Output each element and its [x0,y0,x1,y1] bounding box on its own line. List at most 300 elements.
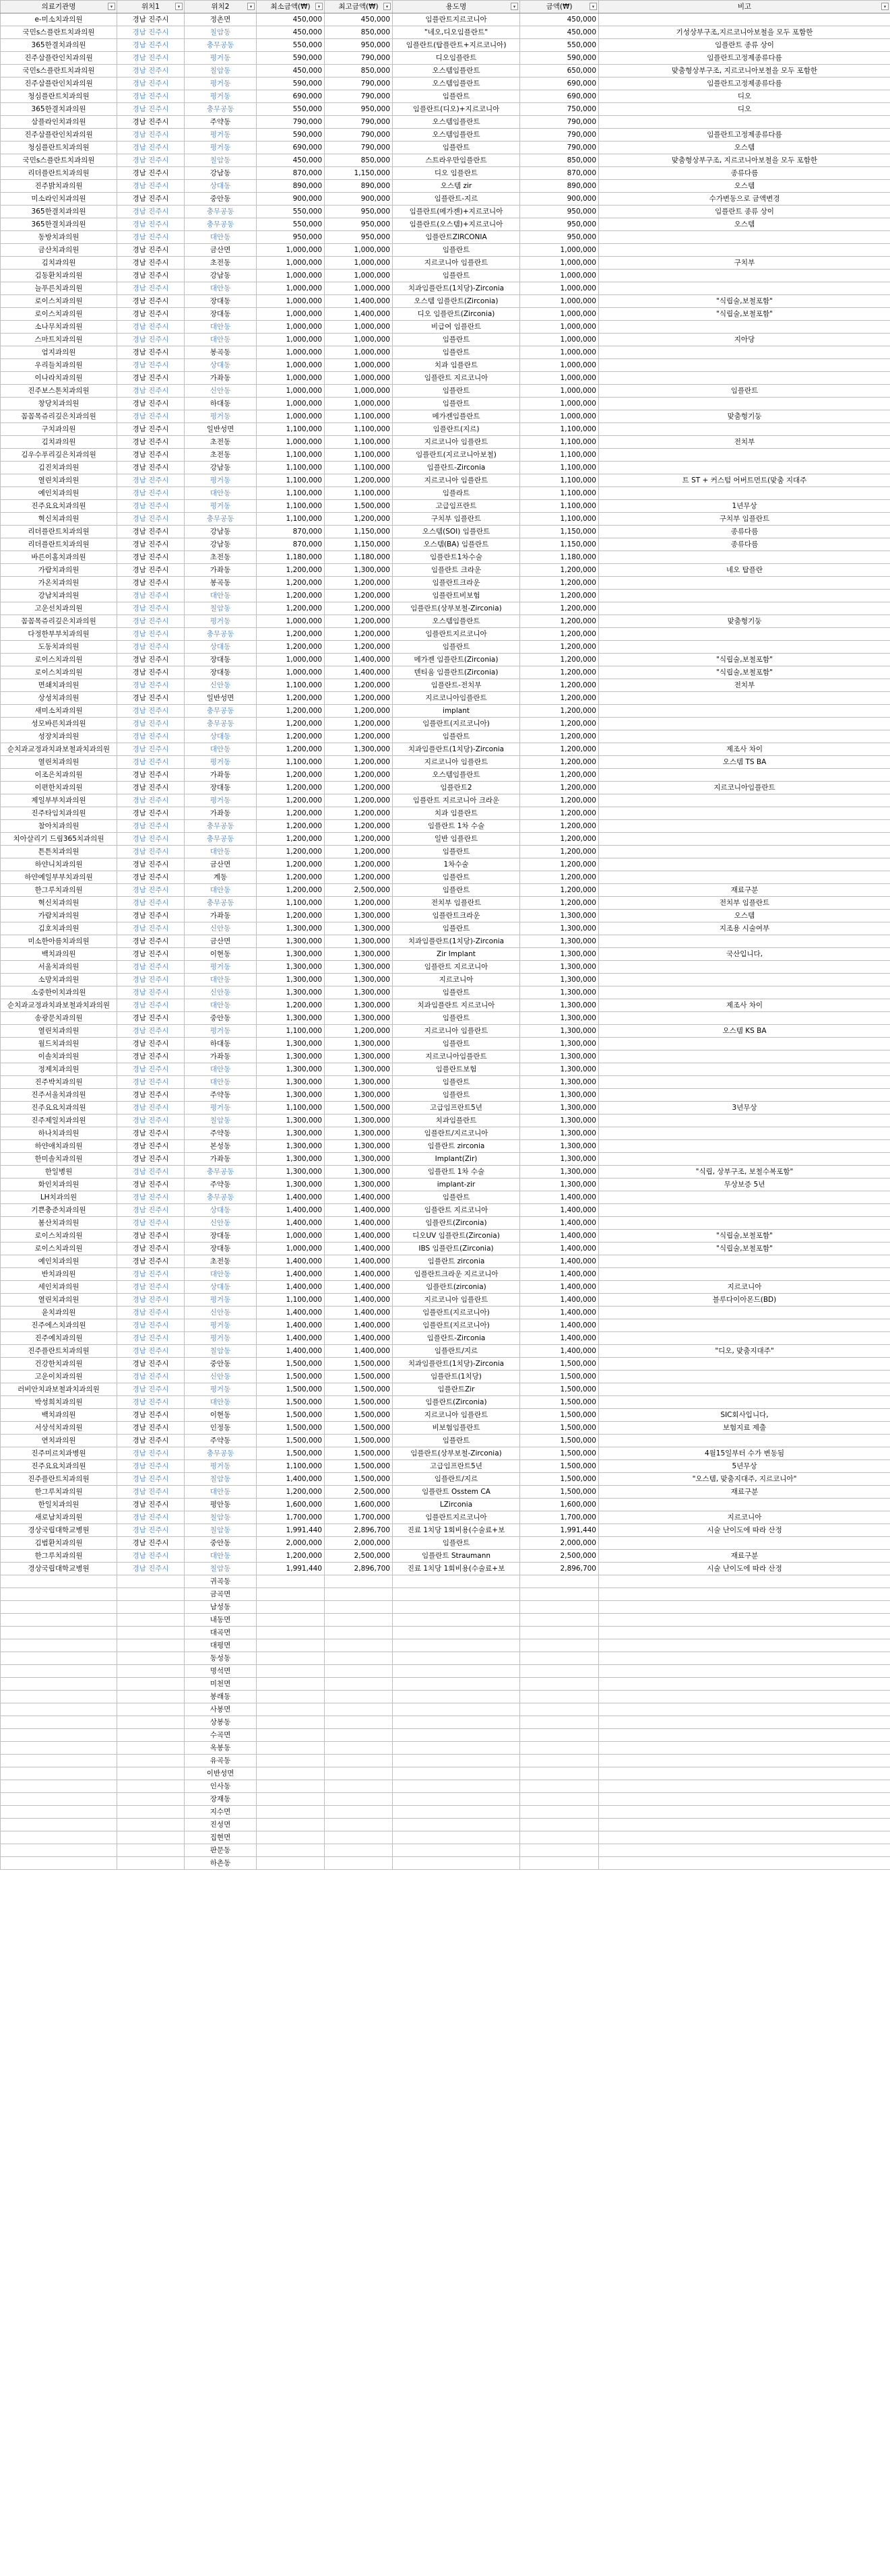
cell-location1[interactable]: 경남 진주시 [117,1268,185,1281]
cell-max-price[interactable]: 790,000 [325,90,393,103]
cell-usage[interactable]: 임플란트 [393,922,520,935]
cell-min-price[interactable]: 1,000,000 [257,1243,325,1255]
cell-remarks[interactable] [599,974,890,986]
cell-remarks[interactable] [599,833,890,846]
cell-location1[interactable] [117,1652,185,1665]
cell-min-price[interactable]: 1,300,000 [257,1038,325,1050]
cell-location2[interactable]: 주약동 [185,1127,257,1140]
cell-max-price[interactable]: 1,150,000 [325,526,393,538]
cell-remarks[interactable]: 재료구분 [599,1550,890,1563]
cell-location1[interactable]: 경남 진주시 [117,1345,185,1358]
cell-max-price[interactable]: 1,150,000 [325,167,393,180]
cell-institution[interactable]: 가람치과의원 [1,910,117,922]
cell-max-price[interactable]: 1,400,000 [325,1204,393,1217]
cell-max-price[interactable]: 1,200,000 [325,692,393,705]
cell-location1[interactable]: 경남 진주시 [117,730,185,743]
cell-min-price[interactable]: 870,000 [257,526,325,538]
cell-min-price[interactable]: 1,100,000 [257,1102,325,1114]
cell-location2[interactable]: 칠암동 [185,154,257,167]
cell-location1[interactable]: 경남 진주시 [117,244,185,257]
cell-price[interactable]: 690,000 [520,90,599,103]
cell-location1[interactable]: 경남 진주시 [117,1371,185,1383]
cell-max-price[interactable]: 1,100,000 [325,449,393,462]
cell-usage[interactable]: implant-zir [393,1179,520,1191]
cell-location1[interactable] [117,1729,185,1742]
cell-institution[interactable]: 꼼꼼목쥬리깊은치과의원 [1,615,117,628]
cell-max-price[interactable]: 790,000 [325,142,393,154]
cell-min-price[interactable]: 550,000 [257,103,325,116]
cell-min-price[interactable]: 1,200,000 [257,820,325,833]
cell-usage[interactable]: 임플란트-전치부 [393,679,520,692]
cell-max-price[interactable]: 1,500,000 [325,1460,393,1473]
cell-price[interactable]: 750,000 [520,103,599,116]
cell-price[interactable] [520,1614,599,1627]
cell-remarks[interactable] [599,462,890,474]
cell-remarks[interactable]: 지르코니아 [599,1511,890,1524]
cell-location2[interactable]: 가좌동 [185,807,257,820]
cell-price[interactable]: 1,400,000 [520,1230,599,1243]
cell-usage[interactable]: 비급여 임플란트 [393,321,520,334]
cell-price[interactable]: 1,300,000 [520,986,599,999]
cell-max-price[interactable]: 1,000,000 [325,282,393,295]
cell-institution[interactable]: 기쁜충준치과의원 [1,1204,117,1217]
cell-max-price[interactable]: 2,500,000 [325,884,393,897]
column-header-location1[interactable] [117,1,185,13]
cell-max-price[interactable] [325,1639,393,1652]
cell-max-price[interactable]: 1,300,000 [325,1153,393,1166]
cell-remarks[interactable]: 맞춤형기둥 [599,410,890,423]
cell-location2[interactable]: 주약동 [185,1179,257,1191]
cell-min-price[interactable]: 1,700,000 [257,1511,325,1524]
cell-usage[interactable]: 지르코니아 임플란트 [393,436,520,449]
cell-max-price[interactable]: 1,300,000 [325,961,393,974]
cell-institution[interactable]: 러비안치과보철과치과의원 [1,1383,117,1396]
cell-max-price[interactable] [325,1627,393,1639]
cell-remarks[interactable]: 시술 난이도에 따라 산정 [599,1524,890,1537]
cell-max-price[interactable]: 1,500,000 [325,500,393,513]
cell-location2[interactable]: 신안동 [185,1307,257,1319]
cell-institution[interactable]: 순치과교정과치과보철과치과의원 [1,999,117,1012]
cell-max-price[interactable]: 1,300,000 [325,1063,393,1076]
cell-remarks[interactable]: 오스템 [599,180,890,193]
cell-usage[interactable]: 임플란트Zir [393,1383,520,1396]
cell-price[interactable]: 1,200,000 [520,590,599,602]
cell-usage[interactable] [393,1652,520,1665]
cell-remarks[interactable] [599,1012,890,1025]
cell-price[interactable]: 1,100,000 [520,500,599,513]
cell-institution[interactable] [1,1806,117,1819]
cell-remarks[interactable] [599,1537,890,1550]
cell-remarks[interactable] [599,628,890,641]
cell-min-price[interactable]: 1,400,000 [257,1255,325,1268]
cell-institution[interactable]: 다정한부부치과의원 [1,628,117,641]
cell-institution[interactable]: 세인치과의원 [1,1281,117,1294]
cell-price[interactable]: 1,400,000 [520,1332,599,1345]
cell-location1[interactable]: 경남 진주시 [117,513,185,526]
cell-location1[interactable]: 경남 진주시 [117,398,185,410]
cell-location1[interactable]: 경남 진주시 [117,692,185,705]
cell-max-price[interactable]: 1,500,000 [325,1435,393,1447]
cell-institution[interactable]: 상성치과의원 [1,692,117,705]
cell-remarks[interactable]: 오스템 KS BA [599,1025,890,1038]
cell-institution[interactable]: 리더플란트치과의원 [1,538,117,551]
cell-institution[interactable]: 예인치과의원 [1,1255,117,1268]
cell-max-price[interactable]: 950,000 [325,103,393,116]
cell-remarks[interactable] [599,986,890,999]
cell-location1[interactable] [117,1639,185,1652]
cell-remarks[interactable] [599,1089,890,1102]
cell-min-price[interactable]: 550,000 [257,206,325,218]
cell-min-price[interactable]: 890,000 [257,180,325,193]
cell-min-price[interactable]: 1,000,000 [257,654,325,666]
cell-price[interactable]: 1,300,000 [520,1038,599,1050]
cell-remarks[interactable] [599,1755,890,1767]
cell-usage[interactable]: 임플란트 [393,871,520,884]
cell-max-price[interactable]: 1,300,000 [325,1089,393,1102]
cell-location2[interactable]: 하대동 [185,398,257,410]
cell-price[interactable]: 1,300,000 [520,1063,599,1076]
cell-min-price[interactable]: 1,200,000 [257,628,325,641]
cell-min-price[interactable]: 1,000,000 [257,385,325,398]
cell-location1[interactable]: 경남 진주시 [117,346,185,359]
cell-institution[interactable]: 진주제일치과의원 [1,1114,117,1127]
cell-location2[interactable]: 평거동 [185,77,257,90]
cell-min-price[interactable] [257,1831,325,1844]
cell-price[interactable]: 1,200,000 [520,577,599,590]
cell-location1[interactable]: 경남 진주시 [117,794,185,807]
cell-min-price[interactable]: 1,200,000 [257,718,325,730]
cell-location1[interactable]: 경남 진주시 [117,154,185,167]
cell-institution[interactable]: 하나치과의원 [1,1127,117,1140]
cell-min-price[interactable]: 1,000,000 [257,282,325,295]
cell-usage[interactable]: 디오 임플란트 [393,167,520,180]
cell-max-price[interactable] [325,1703,393,1716]
cell-location2[interactable]: 평거동 [185,129,257,142]
cell-price[interactable]: 1,200,000 [520,820,599,833]
cell-location1[interactable]: 경남 진주시 [117,231,185,244]
cell-usage[interactable]: 지르코니아 임플란트 [393,474,520,487]
cell-location2[interactable]: 봉래동 [185,1691,257,1703]
cell-min-price[interactable]: 1,500,000 [257,1358,325,1371]
cell-usage[interactable]: 임플란트 1차 수술 [393,820,520,833]
cell-price[interactable]: 1,300,000 [520,935,599,948]
cell-institution[interactable]: 예인치과의원 [1,487,117,500]
cell-min-price[interactable]: 1,400,000 [257,1217,325,1230]
cell-remarks[interactable]: 블루다이아몬드(BD) [599,1294,890,1307]
cell-usage[interactable]: 임플란트 [393,884,520,897]
cell-remarks[interactable] [599,1716,890,1729]
cell-max-price[interactable]: 1,300,000 [325,743,393,756]
cell-institution[interactable]: 혁신치과의원 [1,897,117,910]
cell-remarks[interactable] [599,1038,890,1050]
cell-location1[interactable]: 경남 진주시 [117,218,185,231]
cell-usage[interactable]: 임플란트 지르코니아 [393,961,520,974]
cell-price[interactable] [520,1691,599,1703]
cell-remarks[interactable] [599,551,890,564]
cell-remarks[interactable] [599,116,890,129]
cell-usage[interactable]: 임플란트 Osstem CA [393,1486,520,1499]
cell-location1[interactable]: 경남 진주시 [117,1012,185,1025]
cell-institution[interactable]: 도동치과의원 [1,641,117,654]
cell-max-price[interactable]: 950,000 [325,231,393,244]
cell-location2[interactable]: 초전동 [185,449,257,462]
cell-min-price[interactable]: 1,300,000 [257,922,325,935]
filter-dropdown-icon[interactable]: ▾ [881,3,889,10]
cell-location1[interactable]: 경남 진주시 [117,718,185,730]
cell-institution[interactable]: 김호치과의원 [1,922,117,935]
cell-remarks[interactable]: 재료구분 [599,1486,890,1499]
cell-max-price[interactable]: 1,200,000 [325,782,393,794]
cell-min-price[interactable]: 1,200,000 [257,1486,325,1499]
cell-price[interactable]: 1,200,000 [520,666,599,679]
cell-location2[interactable]: 상대동 [185,641,257,654]
cell-remarks[interactable]: 1년무상 [599,500,890,513]
cell-location2[interactable]: 충무공동 [185,718,257,730]
cell-remarks[interactable] [599,871,890,884]
cell-institution[interactable]: 구치과의원 [1,423,117,436]
cell-price[interactable]: 1,180,000 [520,551,599,564]
cell-price[interactable]: 1,200,000 [520,564,599,577]
cell-institution[interactable]: 강남치과의원 [1,590,117,602]
cell-price[interactable]: 1,991,440 [520,1524,599,1537]
cell-price[interactable]: 1,000,000 [520,244,599,257]
cell-location2[interactable]: 충무공동 [185,1191,257,1204]
cell-location2[interactable]: 충무공동 [185,39,257,52]
cell-remarks[interactable] [599,1601,890,1614]
cell-location2[interactable]: 충무공동 [185,513,257,526]
cell-location1[interactable]: 경남 진주시 [117,1114,185,1127]
cell-usage[interactable]: 임플란트 [393,244,520,257]
cell-location2[interactable]: 초전동 [185,1255,257,1268]
cell-max-price[interactable]: 1,000,000 [325,359,393,372]
cell-usage[interactable] [393,1691,520,1703]
cell-remarks[interactable] [599,718,890,730]
cell-location2[interactable]: 평거동 [185,1383,257,1396]
cell-remarks[interactable]: "식립술,보철포함" [599,654,890,666]
cell-usage[interactable]: Implant(Zir) [393,1153,520,1166]
cell-usage[interactable] [393,1588,520,1601]
cell-min-price[interactable]: 1,000,000 [257,295,325,308]
cell-location2[interactable]: 평거동 [185,756,257,769]
cell-usage[interactable]: 임플란트-Zirconia [393,1332,520,1345]
cell-usage[interactable]: 오스템 zir [393,180,520,193]
cell-price[interactable]: 1,300,000 [520,1179,599,1191]
cell-max-price[interactable]: 1,000,000 [325,257,393,270]
cell-usage[interactable] [393,1767,520,1780]
cell-remarks[interactable] [599,372,890,385]
cell-location1[interactable]: 경남 진주시 [117,1230,185,1243]
cell-institution[interactable]: 김치과의원 [1,257,117,270]
cell-min-price[interactable]: 1,200,000 [257,884,325,897]
cell-max-price[interactable] [325,1588,393,1601]
cell-price[interactable]: 1,000,000 [520,372,599,385]
cell-location2[interactable]: 대안동 [185,1396,257,1409]
cell-price[interactable]: 1,300,000 [520,1140,599,1153]
cell-usage[interactable]: 디오UV 임플란트(Zirconia) [393,1230,520,1243]
cell-location2[interactable]: 충무공동 [185,1166,257,1179]
cell-usage[interactable] [393,1806,520,1819]
cell-max-price[interactable] [325,1691,393,1703]
cell-institution[interactable]: 서울치과의원 [1,961,117,974]
cell-price[interactable]: 1,200,000 [520,833,599,846]
cell-min-price[interactable] [257,1844,325,1857]
cell-price[interactable]: 1,200,000 [520,794,599,807]
cell-usage[interactable]: 오스템임플란트 [393,769,520,782]
cell-min-price[interactable]: 1,200,000 [257,564,325,577]
cell-location2[interactable]: 옥봉동 [185,1742,257,1755]
cell-usage[interactable] [393,1614,520,1627]
cell-location2[interactable]: 칠암동 [185,1114,257,1127]
cell-location1[interactable]: 경남 진주시 [117,705,185,718]
cell-price[interactable]: 1,200,000 [520,871,599,884]
cell-price[interactable]: 790,000 [520,142,599,154]
cell-max-price[interactable]: 1,300,000 [325,1050,393,1063]
cell-location2[interactable]: 칠암동 [185,1511,257,1524]
cell-price[interactable]: 1,000,000 [520,410,599,423]
cell-usage[interactable]: 임플란트 [393,346,520,359]
cell-usage[interactable] [393,1678,520,1691]
cell-usage[interactable]: implant [393,705,520,718]
cell-location1[interactable]: 경남 진주시 [117,756,185,769]
cell-price[interactable] [520,1665,599,1678]
cell-price[interactable]: 1,500,000 [520,1422,599,1435]
cell-location1[interactable]: 경남 진주시 [117,999,185,1012]
cell-max-price[interactable]: 1,180,000 [325,551,393,564]
cell-max-price[interactable]: 1,200,000 [325,615,393,628]
cell-min-price[interactable]: 1,300,000 [257,1127,325,1140]
cell-max-price[interactable]: 1,200,000 [325,756,393,769]
cell-price[interactable]: 2,896,700 [520,1563,599,1575]
cell-min-price[interactable]: 790,000 [257,116,325,129]
cell-location1[interactable]: 경남 진주시 [117,1255,185,1268]
cell-usage[interactable]: 임플란트 zirconia [393,1140,520,1153]
cell-max-price[interactable]: 1,300,000 [325,948,393,961]
cell-price[interactable]: 1,400,000 [520,1345,599,1358]
cell-price[interactable]: 1,200,000 [520,807,599,820]
cell-min-price[interactable] [257,1652,325,1665]
cell-location2[interactable]: 평안동 [185,1499,257,1511]
cell-min-price[interactable]: 1,000,000 [257,270,325,282]
cell-institution[interactable]: 하얀애치과의원 [1,1140,117,1153]
cell-institution[interactable]: 우리들치과의원 [1,359,117,372]
cell-min-price[interactable] [257,1857,325,1870]
cell-max-price[interactable]: 1,700,000 [325,1511,393,1524]
cell-price[interactable]: 1,500,000 [520,1447,599,1460]
cell-price[interactable]: 1,500,000 [520,1486,599,1499]
cell-min-price[interactable]: 1,300,000 [257,961,325,974]
cell-institution[interactable]: 소나무치과의원 [1,321,117,334]
cell-location2[interactable]: 장재동 [185,1793,257,1806]
cell-usage[interactable]: 임플란트 [393,1089,520,1102]
cell-max-price[interactable] [325,1614,393,1627]
cell-min-price[interactable]: 1,300,000 [257,974,325,986]
cell-remarks[interactable] [599,1153,890,1166]
cell-location1[interactable]: 경남 진주시 [117,1486,185,1499]
cell-institution[interactable]: 열린치과의원 [1,1294,117,1307]
filter-dropdown-icon[interactable]: ▾ [247,3,255,10]
cell-price[interactable]: 1,200,000 [520,602,599,615]
cell-max-price[interactable] [325,1844,393,1857]
cell-institution[interactable]: 한일치과의원 [1,1499,117,1511]
cell-min-price[interactable]: 1,200,000 [257,641,325,654]
cell-location1[interactable]: 경남 진주시 [117,1038,185,1050]
cell-usage[interactable]: 고급임프란트5년 [393,1102,520,1114]
cell-remarks[interactable] [599,1627,890,1639]
cell-location1[interactable]: 경남 진주시 [117,1179,185,1191]
cell-location2[interactable]: 평거동 [185,615,257,628]
cell-usage[interactable] [393,1703,520,1716]
cell-location1[interactable]: 경남 진주시 [117,487,185,500]
cell-location1[interactable]: 경남 진주시 [117,449,185,462]
cell-max-price[interactable]: 1,300,000 [325,1038,393,1050]
cell-price[interactable] [520,1716,599,1729]
cell-institution[interactable]: 로이스치과의원 [1,295,117,308]
cell-price[interactable]: 1,300,000 [520,1025,599,1038]
cell-institution[interactable] [1,1678,117,1691]
cell-max-price[interactable]: 1,000,000 [325,270,393,282]
cell-location2[interactable]: 평거동 [185,90,257,103]
cell-institution[interactable]: 한그루치과의원 [1,884,117,897]
cell-min-price[interactable] [257,1588,325,1601]
cell-min-price[interactable]: 870,000 [257,538,325,551]
cell-institution[interactable]: LH치과의원 [1,1191,117,1204]
cell-price[interactable]: 1,100,000 [520,487,599,500]
cell-location2[interactable]: 평거동 [185,961,257,974]
cell-location2[interactable]: 대안동 [185,282,257,295]
cell-price[interactable]: 1,100,000 [520,436,599,449]
cell-usage[interactable]: 임플란트/지르코니아 [393,1127,520,1140]
cell-max-price[interactable]: 1,400,000 [325,1319,393,1332]
cell-remarks[interactable]: 보험지료 제출 [599,1422,890,1435]
cell-price[interactable]: 890,000 [520,180,599,193]
cell-institution[interactable]: 백치과의원 [1,1409,117,1422]
cell-price[interactable]: 1,400,000 [520,1307,599,1319]
cell-max-price[interactable]: 1,200,000 [325,513,393,526]
cell-min-price[interactable]: 1,200,000 [257,858,325,871]
cell-usage[interactable]: 임플란트크라운 [393,577,520,590]
cell-location1[interactable]: 경남 진주시 [117,1153,185,1166]
cell-price[interactable]: 550,000 [520,39,599,52]
cell-price[interactable]: 1,500,000 [520,1473,599,1486]
cell-price[interactable]: 790,000 [520,129,599,142]
cell-usage[interactable]: 임플란트 Straumann [393,1550,520,1563]
cell-location2[interactable]: 유곡동 [185,1755,257,1767]
cell-institution[interactable]: 순치과교정과치과보철과치과의원 [1,743,117,756]
cell-location1[interactable] [117,1819,185,1831]
cell-institution[interactable]: 열린치과의원 [1,756,117,769]
cell-price[interactable]: 1,200,000 [520,884,599,897]
cell-price[interactable]: 1,400,000 [520,1268,599,1281]
cell-remarks[interactable] [599,590,890,602]
cell-institution[interactable]: 봄산치과의원 [1,1217,117,1230]
cell-min-price[interactable]: 1,200,000 [257,846,325,858]
cell-max-price[interactable]: 1,300,000 [325,1166,393,1179]
cell-max-price[interactable]: 1,500,000 [325,1358,393,1371]
cell-institution[interactable] [1,1755,117,1767]
cell-location2[interactable]: 중안동 [185,193,257,206]
cell-remarks[interactable] [599,1767,890,1780]
cell-max-price[interactable]: 890,000 [325,180,393,193]
cell-remarks[interactable]: 트 ST + 커스텀 어버트먼트(맞춤 지대주 [599,474,890,487]
cell-remarks[interactable]: 맞춤형상부구조, 지르코니아보철을 모두 포함한 [599,65,890,77]
cell-institution[interactable]: 윤치과의원 [1,1307,117,1319]
cell-institution[interactable] [1,1627,117,1639]
cell-min-price[interactable] [257,1703,325,1716]
cell-location2[interactable]: 대안동 [185,743,257,756]
cell-location1[interactable]: 경남 진주시 [117,77,185,90]
cell-max-price[interactable]: 1,200,000 [325,628,393,641]
cell-location1[interactable] [117,1575,185,1588]
